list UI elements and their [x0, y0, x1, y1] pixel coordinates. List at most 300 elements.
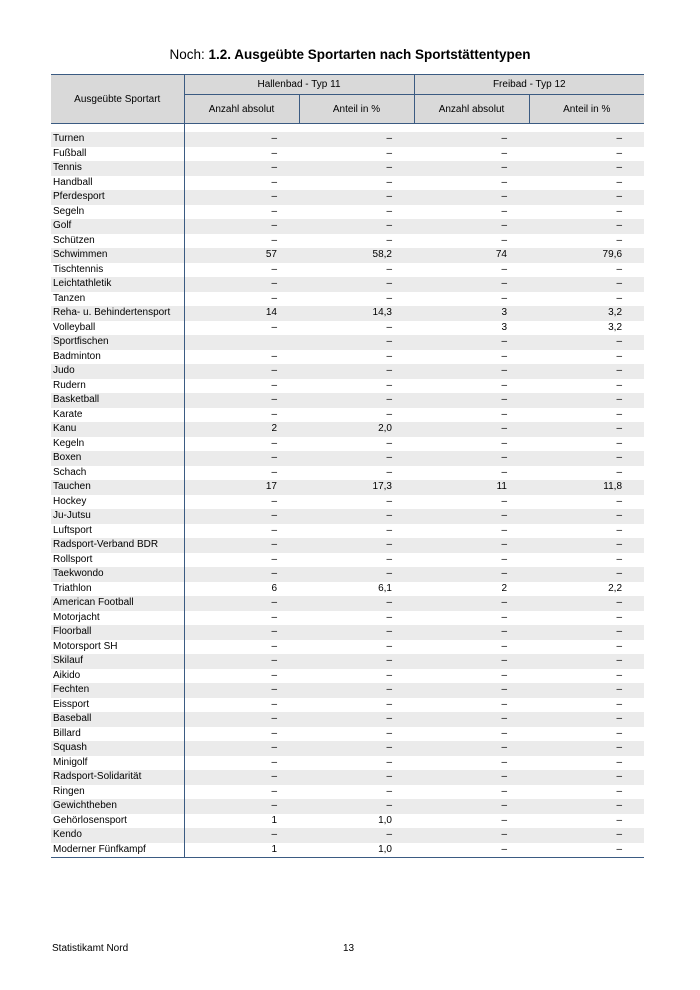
hallenbad-anteil-cell: –	[299, 437, 414, 452]
table-row	[51, 263, 644, 278]
hallenbad-anzahl-cell: –	[184, 147, 299, 162]
hallenbad-anzahl-cell: –	[184, 176, 299, 191]
hallenbad-anteil-cell: –	[299, 553, 414, 568]
hallenbad-anzahl-cell: –	[184, 350, 299, 365]
hallenbad-anzahl-cell: –	[184, 408, 299, 423]
freibad-anzahl-cell: –	[414, 161, 529, 176]
freibad-anzahl-cell: –	[414, 828, 529, 843]
freibad-anteil-cell: –	[529, 190, 644, 205]
freibad-anteil-cell: –	[529, 277, 644, 292]
hallenbad-anteil-cell: –	[299, 379, 414, 394]
sport-name-cell: Rudern	[51, 379, 184, 394]
hallenbad-anzahl-cell	[184, 335, 299, 350]
hallenbad-anteil-cell: –	[299, 393, 414, 408]
hallenbad-anzahl-cell: 57	[184, 248, 299, 263]
sport-name-cell: Eissport	[51, 698, 184, 713]
hallenbad-anteil-cell: –	[299, 132, 414, 147]
freibad-anteil-cell: –	[529, 698, 644, 713]
freibad-anzahl-cell: –	[414, 785, 529, 800]
page-title	[0, 47, 700, 62]
sport-name-cell: Boxen	[51, 451, 184, 466]
table-row	[51, 277, 644, 292]
hallenbad-anteil-cell: –	[299, 466, 414, 481]
freibad-anteil-cell: –	[529, 161, 644, 176]
hallenbad-anteil-cell: –	[299, 567, 414, 582]
freibad-anteil-cell: –	[529, 640, 644, 655]
freibad-anzahl-cell: –	[414, 495, 529, 510]
freibad-anzahl-cell: –	[414, 683, 529, 698]
freibad-anteil-cell: –	[529, 538, 644, 553]
sport-name-cell: Minigolf	[51, 756, 184, 771]
sport-name-cell: Schach	[51, 466, 184, 481]
hallenbad-anzahl-cell: –	[184, 437, 299, 452]
hallenbad-anteil-cell: –	[299, 335, 414, 350]
hallenbad-anzahl-cell: 6	[184, 582, 299, 597]
sport-name-cell: Floorball	[51, 625, 184, 640]
table-row	[51, 669, 644, 684]
freibad-anteil-cell: –	[529, 596, 644, 611]
hallenbad-anzahl-cell: –	[184, 669, 299, 684]
table-row	[51, 553, 644, 568]
sport-name-cell: Squash	[51, 741, 184, 756]
hallenbad-anzahl-cell: –	[184, 799, 299, 814]
sport-name-cell: Gehörlosensport	[51, 814, 184, 829]
freibad-anteil-cell: –	[529, 292, 644, 307]
freibad-anzahl-cell: –	[414, 451, 529, 466]
sport-name-cell: Badminton	[51, 350, 184, 365]
hallenbad-anzahl-cell: –	[184, 785, 299, 800]
hallenbad-anzahl-cell: –	[184, 509, 299, 524]
hallenbad-anteil-cell: –	[299, 538, 414, 553]
table-row	[51, 466, 644, 481]
hallenbad-anzahl-cell: 1	[184, 843, 299, 858]
table-row	[51, 422, 644, 437]
hallenbad-anteil-cell: –	[299, 509, 414, 524]
hallenbad-anteil-cell: –	[299, 828, 414, 843]
hallenbad-anzahl-cell: –	[184, 741, 299, 756]
table-row	[51, 219, 644, 234]
freibad-anzahl-cell: –	[414, 277, 529, 292]
hallenbad-anteil-cell: –	[299, 234, 414, 249]
table-row	[51, 350, 644, 365]
sport-name-cell: Luftsport	[51, 524, 184, 539]
table-row	[51, 437, 644, 452]
freibad-anteil-cell: –	[529, 379, 644, 394]
freibad-anzahl-cell: 74	[414, 248, 529, 263]
freibad-anzahl-cell: –	[414, 741, 529, 756]
table-row	[51, 625, 644, 640]
sport-name-cell: Tennis	[51, 161, 184, 176]
table-row	[51, 785, 644, 800]
sport-name-cell: Karate	[51, 408, 184, 423]
table-row	[51, 727, 644, 742]
freibad-anteil-cell: –	[529, 422, 644, 437]
table-row	[51, 306, 644, 321]
hallenbad-anzahl-cell: –	[184, 698, 299, 713]
hallenbad-anzahl-cell: –	[184, 611, 299, 626]
hallenbad-anteil-cell: –	[299, 205, 414, 220]
hallenbad-anzahl-cell: 1	[184, 814, 299, 829]
header-group-hallenbad: Hallenbad - Typ 11	[184, 75, 414, 95]
hallenbad-anzahl-cell: –	[184, 451, 299, 466]
freibad-anzahl-cell: –	[414, 350, 529, 365]
freibad-anzahl-cell: –	[414, 466, 529, 481]
freibad-anteil-cell: –	[529, 437, 644, 452]
sport-name-cell: Triathlon	[51, 582, 184, 597]
sport-name-cell: Tauchen	[51, 480, 184, 495]
hallenbad-anteil-cell: –	[299, 451, 414, 466]
sport-name-cell: American Football	[51, 596, 184, 611]
footer-publisher: Statistikamt Nord	[52, 943, 129, 954]
hallenbad-anteil-cell: –	[299, 712, 414, 727]
table-row	[51, 741, 644, 756]
hallenbad-anteil-cell: –	[299, 292, 414, 307]
sport-name-cell: Ju-Jutsu	[51, 509, 184, 524]
hallenbad-anteil-cell: –	[299, 321, 414, 336]
freibad-anteil-cell: –	[529, 756, 644, 771]
hallenbad-anzahl-cell: –	[184, 364, 299, 379]
freibad-anteil-cell: –	[529, 132, 644, 147]
table-row	[51, 408, 644, 423]
sport-name-cell: Skilauf	[51, 654, 184, 669]
freibad-anzahl-cell: –	[414, 335, 529, 350]
hallenbad-anteil-cell: –	[299, 408, 414, 423]
freibad-anzahl-cell: –	[414, 205, 529, 220]
table-row	[51, 582, 644, 597]
freibad-anzahl-cell: –	[414, 799, 529, 814]
freibad-anzahl-cell: –	[414, 379, 529, 394]
freibad-anzahl-cell: –	[414, 437, 529, 452]
table-row	[51, 147, 644, 162]
freibad-anzahl-cell: –	[414, 611, 529, 626]
freibad-anzahl-cell: –	[414, 727, 529, 742]
table-row	[51, 799, 644, 814]
hallenbad-anzahl-cell: –	[184, 712, 299, 727]
hallenbad-anteil-cell: –	[299, 611, 414, 626]
table-row	[51, 335, 644, 350]
freibad-anteil-cell: –	[529, 654, 644, 669]
hallenbad-anzahl-cell: –	[184, 770, 299, 785]
freibad-anteil-cell: –	[529, 814, 644, 829]
hallenbad-anteil-cell: –	[299, 799, 414, 814]
hallenbad-anteil-cell: –	[299, 190, 414, 205]
hallenbad-anteil-cell: –	[299, 640, 414, 655]
hallenbad-anteil-cell: 2,0	[299, 422, 414, 437]
table-row	[51, 132, 644, 147]
freibad-anzahl-cell: –	[414, 712, 529, 727]
freibad-anzahl-cell: –	[414, 219, 529, 234]
freibad-anteil-cell: –	[529, 350, 644, 365]
table-row	[51, 234, 644, 249]
hallenbad-anzahl-cell: –	[184, 727, 299, 742]
freibad-anteil-cell: –	[529, 770, 644, 785]
freibad-anteil-cell: –	[529, 785, 644, 800]
sport-name-cell: Pferdesport	[51, 190, 184, 205]
hallenbad-anteil-cell: –	[299, 495, 414, 510]
freibad-anteil-cell: –	[529, 741, 644, 756]
freibad-anzahl-cell: –	[414, 843, 529, 858]
hallenbad-anzahl-cell: –	[184, 292, 299, 307]
freibad-anteil-cell: –	[529, 176, 644, 191]
freibad-anteil-cell: –	[529, 335, 644, 350]
header-freibad-anzahl: Anzahl absolut	[414, 95, 529, 124]
hallenbad-anzahl-cell: –	[184, 756, 299, 771]
sport-name-cell: Handball	[51, 176, 184, 191]
hallenbad-anteil-cell: –	[299, 176, 414, 191]
freibad-anzahl-cell: –	[414, 756, 529, 771]
table-row	[51, 712, 644, 727]
hallenbad-anzahl-cell: –	[184, 132, 299, 147]
freibad-anzahl-cell: –	[414, 596, 529, 611]
hallenbad-anzahl-cell: –	[184, 524, 299, 539]
table-row	[51, 828, 644, 843]
freibad-anteil-cell: –	[529, 205, 644, 220]
hallenbad-anzahl-cell: 14	[184, 306, 299, 321]
hallenbad-anzahl-cell: –	[184, 234, 299, 249]
table-row	[51, 480, 644, 495]
freibad-anteil-cell: –	[529, 524, 644, 539]
freibad-anteil-cell: –	[529, 843, 644, 858]
table-row	[51, 524, 644, 539]
table-row	[51, 321, 644, 336]
hallenbad-anzahl-cell: –	[184, 654, 299, 669]
table-header	[51, 75, 644, 124]
freibad-anzahl-cell: –	[414, 422, 529, 437]
freibad-anzahl-cell: 3	[414, 306, 529, 321]
table-body	[51, 124, 644, 858]
table-row	[51, 379, 644, 394]
freibad-anteil-cell: –	[529, 234, 644, 249]
freibad-anteil-cell: –	[529, 495, 644, 510]
table-row	[51, 364, 644, 379]
table-row	[51, 756, 644, 771]
hallenbad-anteil-cell: 6,1	[299, 582, 414, 597]
freibad-anteil-cell: –	[529, 669, 644, 684]
hallenbad-anzahl-cell: –	[184, 205, 299, 220]
sport-name-cell: Rollsport	[51, 553, 184, 568]
freibad-anzahl-cell: –	[414, 509, 529, 524]
table-row	[51, 176, 644, 191]
hallenbad-anzahl-cell: –	[184, 263, 299, 278]
freibad-anteil-cell: –	[529, 625, 644, 640]
freibad-anzahl-cell: –	[414, 263, 529, 278]
freibad-anzahl-cell: –	[414, 234, 529, 249]
sport-name-cell: Ringen	[51, 785, 184, 800]
hallenbad-anteil-cell: 14,3	[299, 306, 414, 321]
hallenbad-anzahl-cell: –	[184, 538, 299, 553]
sport-name-cell: Motorjacht	[51, 611, 184, 626]
hallenbad-anteil-cell: –	[299, 756, 414, 771]
freibad-anzahl-cell: –	[414, 538, 529, 553]
hallenbad-anteil-cell: –	[299, 364, 414, 379]
freibad-anteil-cell: 3,2	[529, 321, 644, 336]
freibad-anzahl-cell: –	[414, 364, 529, 379]
sport-table	[51, 74, 644, 858]
hallenbad-anzahl-cell: –	[184, 219, 299, 234]
sport-name-cell: Sportfischen	[51, 335, 184, 350]
freibad-anteil-cell: –	[529, 567, 644, 582]
table-row	[51, 567, 644, 582]
sport-name-cell: Tanzen	[51, 292, 184, 307]
freibad-anzahl-cell: –	[414, 669, 529, 684]
hallenbad-anzahl-cell: –	[184, 379, 299, 394]
sport-name-cell: Golf	[51, 219, 184, 234]
sport-name-cell: Taekwondo	[51, 567, 184, 582]
hallenbad-anzahl-cell: –	[184, 277, 299, 292]
freibad-anzahl-cell: –	[414, 625, 529, 640]
table-row	[51, 292, 644, 307]
freibad-anzahl-cell: 2	[414, 582, 529, 597]
sport-name-cell: Aikido	[51, 669, 184, 684]
freibad-anzahl-cell: –	[414, 176, 529, 191]
title-prefix: Noch:	[169, 47, 209, 62]
freibad-anteil-cell: –	[529, 683, 644, 698]
hallenbad-anteil-cell: –	[299, 524, 414, 539]
freibad-anzahl-cell: –	[414, 640, 529, 655]
sport-name-cell: Reha- u. Behindertensport	[51, 306, 184, 321]
freibad-anteil-cell: –	[529, 799, 644, 814]
hallenbad-anteil-cell: –	[299, 669, 414, 684]
hallenbad-anzahl-cell: –	[184, 625, 299, 640]
freibad-anteil-cell: –	[529, 364, 644, 379]
sport-name-cell: Radsport-Solidarität	[51, 770, 184, 785]
freibad-anzahl-cell: –	[414, 654, 529, 669]
hallenbad-anteil-cell: –	[299, 596, 414, 611]
hallenbad-anzahl-cell: –	[184, 567, 299, 582]
freibad-anteil-cell: 11,8	[529, 480, 644, 495]
table-row	[51, 451, 644, 466]
hallenbad-anteil-cell: –	[299, 219, 414, 234]
hallenbad-anzahl-cell: –	[184, 321, 299, 336]
freibad-anzahl-cell: 3	[414, 321, 529, 336]
header-freibad-anteil: Anteil in %	[529, 95, 644, 124]
hallenbad-anteil-cell: –	[299, 770, 414, 785]
title-main: 1.2. Ausgeübte Sportarten nach Sportstättentypen	[208, 47, 531, 62]
table-row	[51, 611, 644, 626]
freibad-anteil-cell: –	[529, 727, 644, 742]
freibad-anteil-cell: –	[529, 611, 644, 626]
freibad-anzahl-cell: –	[414, 698, 529, 713]
hallenbad-anteil-cell: –	[299, 625, 414, 640]
freibad-anteil-cell: 2,2	[529, 582, 644, 597]
hallenbad-anteil-cell: –	[299, 698, 414, 713]
sport-name-cell: Judo	[51, 364, 184, 379]
freibad-anzahl-cell: 11	[414, 480, 529, 495]
freibad-anteil-cell: –	[529, 147, 644, 162]
hallenbad-anzahl-cell: –	[184, 190, 299, 205]
hallenbad-anzahl-cell: –	[184, 683, 299, 698]
hallenbad-anzahl-cell: –	[184, 161, 299, 176]
header-hallenbad-anzahl: Anzahl absolut	[184, 95, 299, 124]
sport-name-cell: Gewichtheben	[51, 799, 184, 814]
sport-name-cell: Radsport-Verband BDR	[51, 538, 184, 553]
freibad-anteil-cell: –	[529, 509, 644, 524]
freibad-anteil-cell: –	[529, 451, 644, 466]
freibad-anzahl-cell: –	[414, 393, 529, 408]
freibad-anzahl-cell: –	[414, 770, 529, 785]
table-row	[51, 596, 644, 611]
table-row	[51, 654, 644, 669]
freibad-anteil-cell: 79,6	[529, 248, 644, 263]
hallenbad-anteil-cell: 58,2	[299, 248, 414, 263]
freibad-anzahl-cell: –	[414, 292, 529, 307]
sport-name-cell: Basketball	[51, 393, 184, 408]
sport-name-cell: Fußball	[51, 147, 184, 162]
freibad-anteil-cell: –	[529, 263, 644, 278]
header-hallenbad-anteil: Anteil in %	[299, 95, 414, 124]
freibad-anteil-cell: –	[529, 408, 644, 423]
hallenbad-anteil-cell: 1,0	[299, 814, 414, 829]
sport-name-cell: Fechten	[51, 683, 184, 698]
hallenbad-anteil-cell: –	[299, 350, 414, 365]
freibad-anzahl-cell: –	[414, 553, 529, 568]
sport-name-cell: Billard	[51, 727, 184, 742]
hallenbad-anteil-cell: –	[299, 654, 414, 669]
hallenbad-anteil-cell: –	[299, 161, 414, 176]
freibad-anzahl-cell: –	[414, 814, 529, 829]
table-row	[51, 248, 644, 263]
table-row	[51, 538, 644, 553]
header-group-freibad: Freibad - Typ 12	[414, 75, 644, 95]
sport-name-cell: Leichtathletik	[51, 277, 184, 292]
sport-name-cell: Schützen	[51, 234, 184, 249]
table-row	[51, 205, 644, 220]
sport-name-cell: Kegeln	[51, 437, 184, 452]
freibad-anteil-cell: –	[529, 393, 644, 408]
sport-name-cell: Baseball	[51, 712, 184, 727]
freibad-anteil-cell: –	[529, 712, 644, 727]
hallenbad-anteil-cell: –	[299, 263, 414, 278]
freibad-anteil-cell: –	[529, 466, 644, 481]
sport-name-cell: Moderner Fünfkampf	[51, 843, 184, 858]
table-row	[51, 393, 644, 408]
hallenbad-anzahl-cell: 17	[184, 480, 299, 495]
freibad-anzahl-cell: –	[414, 567, 529, 582]
table-row	[51, 509, 644, 524]
hallenbad-anzahl-cell: –	[184, 553, 299, 568]
hallenbad-anzahl-cell: –	[184, 393, 299, 408]
freibad-anteil-cell: –	[529, 553, 644, 568]
freibad-anzahl-cell: –	[414, 147, 529, 162]
sport-name-cell: Segeln	[51, 205, 184, 220]
hallenbad-anteil-cell: –	[299, 727, 414, 742]
hallenbad-anteil-cell: –	[299, 683, 414, 698]
sport-name-cell: Kanu	[51, 422, 184, 437]
sport-name-cell: Kendo	[51, 828, 184, 843]
header-stub: Ausgeübte Sportart	[51, 75, 184, 124]
table-row	[51, 814, 644, 829]
footer-page-number: 13	[343, 943, 355, 954]
spacer-row	[51, 124, 644, 133]
table-row	[51, 683, 644, 698]
table-row	[51, 190, 644, 205]
freibad-anteil-cell: –	[529, 828, 644, 843]
hallenbad-anzahl-cell: –	[184, 495, 299, 510]
hallenbad-anzahl-cell: –	[184, 828, 299, 843]
sport-name-cell: Volleyball	[51, 321, 184, 336]
sport-name-cell: Hockey	[51, 495, 184, 510]
sport-name-cell: Motorsport SH	[51, 640, 184, 655]
freibad-anzahl-cell: –	[414, 524, 529, 539]
table-row	[51, 495, 644, 510]
sport-name-cell: Tischtennis	[51, 263, 184, 278]
hallenbad-anteil-cell: –	[299, 277, 414, 292]
table-row	[51, 770, 644, 785]
freibad-anzahl-cell: –	[414, 190, 529, 205]
freibad-anteil-cell: –	[529, 219, 644, 234]
hallenbad-anteil-cell: –	[299, 147, 414, 162]
freibad-anzahl-cell: –	[414, 132, 529, 147]
